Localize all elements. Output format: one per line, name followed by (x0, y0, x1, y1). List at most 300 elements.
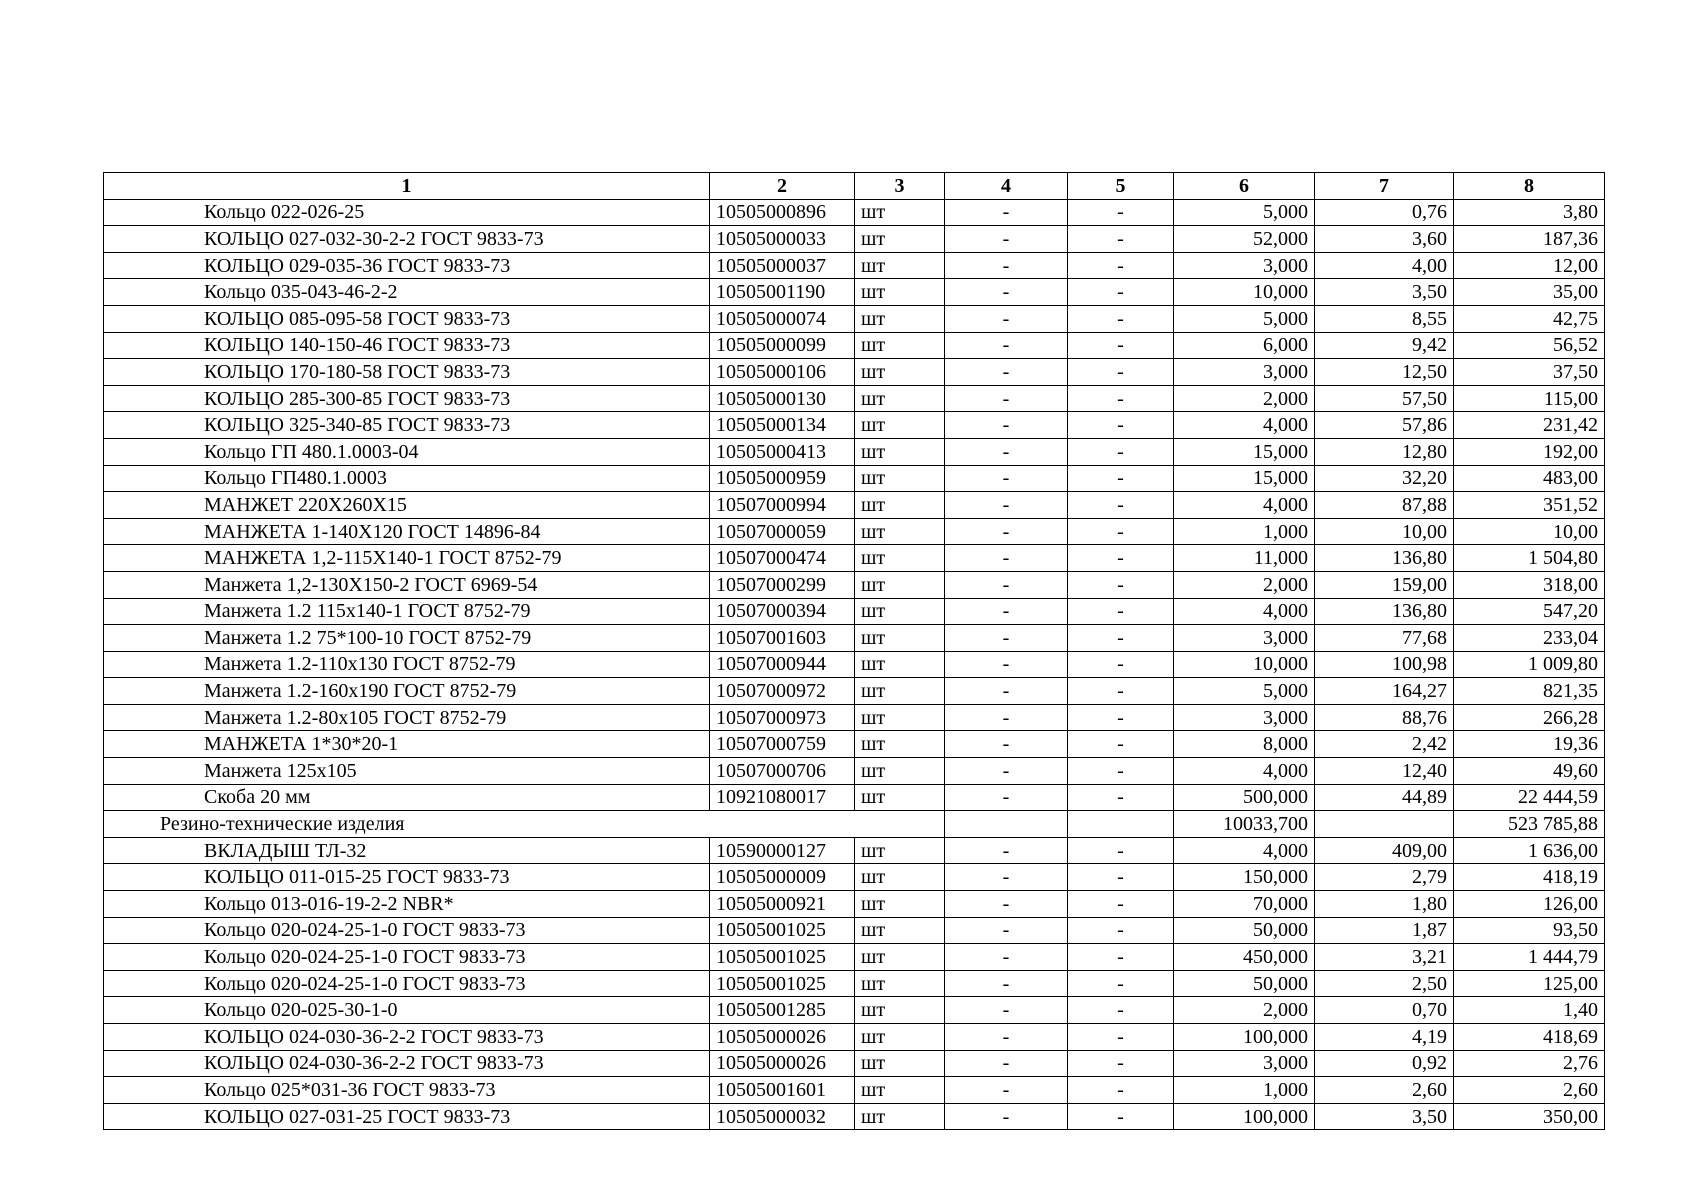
unit-cell: шт (855, 305, 945, 332)
empty-cell (1068, 811, 1174, 838)
quantity-cell: 1,000 (1174, 518, 1315, 545)
col5-cell: - (1068, 412, 1174, 439)
quantity-cell: 6,000 (1174, 332, 1315, 359)
col4-cell: - (945, 1103, 1068, 1130)
item-code-cell: 10505000896 (710, 199, 855, 226)
col5-cell: - (1068, 891, 1174, 918)
price-cell: 0,70 (1315, 997, 1454, 1024)
col4-cell: - (945, 465, 1068, 492)
unit-cell: шт (855, 917, 945, 944)
col5-cell: - (1068, 598, 1174, 625)
table-row (104, 731, 1605, 758)
item-code-cell: 10505000099 (710, 332, 855, 359)
col4-cell: - (945, 279, 1068, 306)
item-code-cell: 10507000944 (710, 651, 855, 678)
col4-cell: - (945, 678, 1068, 705)
header-col-5: 5 (1068, 173, 1174, 200)
unit-cell: шт (855, 492, 945, 519)
table-row (104, 598, 1605, 625)
price-cell: 12,50 (1315, 359, 1454, 386)
table-row (104, 518, 1605, 545)
item-name-cell: Манжета 1,2-130Х150-2 ГОСТ 6969-54 (104, 571, 710, 598)
sum-cell: 418,69 (1454, 1024, 1605, 1051)
quantity-cell: 3,000 (1174, 704, 1315, 731)
col4-cell: - (945, 864, 1068, 891)
item-name-cell: КОЛЬЦО 024-030-36-2-2 ГОСТ 9833-73 (104, 1050, 710, 1077)
col4-cell: - (945, 1077, 1068, 1104)
item-name-cell: КОЛЬЦО 285-300-85 ГОСТ 9833-73 (104, 385, 710, 412)
col4-cell: - (945, 704, 1068, 731)
sum-cell: 93,50 (1454, 917, 1605, 944)
col5-cell: - (1068, 226, 1174, 253)
price-cell: 77,68 (1315, 625, 1454, 652)
quantity-cell: 150,000 (1174, 864, 1315, 891)
col5-cell: - (1068, 305, 1174, 332)
sum-cell: 37,50 (1454, 359, 1605, 386)
item-name-cell: Кольцо 020-024-25-1-0 ГОСТ 9833-73 (104, 970, 710, 997)
item-code-cell: 10505001025 (710, 944, 855, 971)
group-row (104, 811, 1605, 838)
price-cell: 3,60 (1315, 226, 1454, 253)
item-code-cell: 10505001285 (710, 997, 855, 1024)
col5-cell: - (1068, 758, 1174, 785)
unit-cell: шт (855, 465, 945, 492)
empty-cell (1315, 811, 1454, 838)
price-cell: 12,40 (1315, 758, 1454, 785)
sum-cell: 1,40 (1454, 997, 1605, 1024)
table-row (104, 837, 1605, 864)
item-name-cell: Скоба 20 мм (104, 784, 710, 811)
item-code-cell: 10507000394 (710, 598, 855, 625)
item-code-cell: 10507000474 (710, 545, 855, 572)
unit-cell: шт (855, 1024, 945, 1051)
col5-cell: - (1068, 997, 1174, 1024)
col5-cell: - (1068, 199, 1174, 226)
col4-cell: - (945, 226, 1068, 253)
sum-cell: 49,60 (1454, 758, 1605, 785)
table-row (104, 359, 1605, 386)
item-name-cell: КОЛЬЦО 170-180-58 ГОСТ 9833-73 (104, 359, 710, 386)
col4-cell: - (945, 518, 1068, 545)
unit-cell: шт (855, 1103, 945, 1130)
table-row (104, 1077, 1605, 1104)
unit-cell: шт (855, 891, 945, 918)
unit-cell: шт (855, 1077, 945, 1104)
item-name-cell: КОЛЬЦО 140-150-46 ГОСТ 9833-73 (104, 332, 710, 359)
item-code-cell: 10507000706 (710, 758, 855, 785)
table-row (104, 492, 1605, 519)
col4-cell: - (945, 625, 1068, 652)
quantity-cell: 4,000 (1174, 598, 1315, 625)
col5-cell: - (1068, 1103, 1174, 1130)
col5-cell: - (1068, 837, 1174, 864)
table-row (104, 864, 1605, 891)
table-row (104, 997, 1605, 1024)
sum-cell: 483,00 (1454, 465, 1605, 492)
table-row (104, 1050, 1605, 1077)
quantity-cell: 100,000 (1174, 1103, 1315, 1130)
unit-cell: шт (855, 518, 945, 545)
col5-cell: - (1068, 385, 1174, 412)
price-cell: 0,76 (1315, 199, 1454, 226)
item-name-cell: Кольцо ГП 480.1.0003-04 (104, 438, 710, 465)
table-row (104, 678, 1605, 705)
item-name-cell: МАНЖЕТА 1-140Х120 ГОСТ 14896-84 (104, 518, 710, 545)
sum-cell: 266,28 (1454, 704, 1605, 731)
header-col-3: 3 (855, 173, 945, 200)
col4-cell: - (945, 332, 1068, 359)
quantity-cell: 2,000 (1174, 997, 1315, 1024)
col5-cell: - (1068, 279, 1174, 306)
col4-cell: - (945, 891, 1068, 918)
sum-cell: 231,42 (1454, 412, 1605, 439)
header-col-1: 1 (104, 173, 710, 200)
quantity-cell: 2,000 (1174, 385, 1315, 412)
sum-cell: 10,00 (1454, 518, 1605, 545)
sum-cell: 1 444,79 (1454, 944, 1605, 971)
item-name-cell: Манжета 125х105 (104, 758, 710, 785)
item-code-cell: 10505000026 (710, 1050, 855, 1077)
sum-cell: 318,00 (1454, 571, 1605, 598)
quantity-cell: 1,000 (1174, 1077, 1315, 1104)
unit-cell: шт (855, 1050, 945, 1077)
col4-cell: - (945, 970, 1068, 997)
sum-cell: 12,00 (1454, 252, 1605, 279)
item-name-cell: МАНЖЕТ 220Х260Х15 (104, 492, 710, 519)
item-code-cell: 10505001025 (710, 970, 855, 997)
col4-cell: - (945, 837, 1068, 864)
table-body (104, 199, 1605, 1130)
item-name-cell: КОЛЬЦО 011-015-25 ГОСТ 9833-73 (104, 864, 710, 891)
unit-cell: шт (855, 598, 945, 625)
price-cell: 0,92 (1315, 1050, 1454, 1077)
quantity-cell: 3,000 (1174, 1050, 1315, 1077)
table-row (104, 784, 1605, 811)
price-cell: 2,42 (1315, 731, 1454, 758)
col5-cell: - (1068, 651, 1174, 678)
unit-cell: шт (855, 970, 945, 997)
col5-cell: - (1068, 704, 1174, 731)
item-code-cell: 10505000009 (710, 864, 855, 891)
sum-cell: 547,20 (1454, 598, 1605, 625)
unit-cell: шт (855, 332, 945, 359)
price-cell: 164,27 (1315, 678, 1454, 705)
col4-cell: - (945, 305, 1068, 332)
price-cell: 44,89 (1315, 784, 1454, 811)
col5-cell: - (1068, 1024, 1174, 1051)
quantity-cell: 500,000 (1174, 784, 1315, 811)
sum-cell: 125,00 (1454, 970, 1605, 997)
table-row (104, 545, 1605, 572)
item-code-cell: 10505000074 (710, 305, 855, 332)
quantity-cell: 4,000 (1174, 492, 1315, 519)
sum-cell: 351,52 (1454, 492, 1605, 519)
item-code-cell: 10505000037 (710, 252, 855, 279)
item-name-cell: Кольцо ГП480.1.0003 (104, 465, 710, 492)
sum-cell: 418,19 (1454, 864, 1605, 891)
header-col-6: 6 (1174, 173, 1315, 200)
col4-cell: - (945, 492, 1068, 519)
price-cell: 3,50 (1315, 279, 1454, 306)
quantity-cell: 100,000 (1174, 1024, 1315, 1051)
col5-cell: - (1068, 252, 1174, 279)
item-code-cell: 10921080017 (710, 784, 855, 811)
sum-cell: 126,00 (1454, 891, 1605, 918)
quantity-cell: 10,000 (1174, 651, 1315, 678)
quantity-cell: 50,000 (1174, 917, 1315, 944)
item-name-cell: ВКЛАДЫШ ТЛ-32 (104, 837, 710, 864)
price-cell: 2,60 (1315, 1077, 1454, 1104)
table-row (104, 758, 1605, 785)
col4-cell: - (945, 651, 1068, 678)
unit-cell: шт (855, 359, 945, 386)
item-code-cell: 10507000973 (710, 704, 855, 731)
item-name-cell: КОЛЬЦО 027-032-30-2-2 ГОСТ 9833-73 (104, 226, 710, 253)
item-name-cell: Кольцо 022-026-25 (104, 199, 710, 226)
header-row (104, 173, 1605, 200)
sum-cell: 350,00 (1454, 1103, 1605, 1130)
price-cell: 4,19 (1315, 1024, 1454, 1051)
col5-cell: - (1068, 1077, 1174, 1104)
group-sum-cell: 523 785,88 (1454, 811, 1605, 838)
col5-cell: - (1068, 970, 1174, 997)
quantity-cell: 15,000 (1174, 465, 1315, 492)
price-cell: 136,80 (1315, 545, 1454, 572)
table-row (104, 625, 1605, 652)
item-code-cell: 10505000026 (710, 1024, 855, 1051)
item-name-cell: Манжета 1.2-160х190 ГОСТ 8752-79 (104, 678, 710, 705)
sum-cell: 3,80 (1454, 199, 1605, 226)
item-name-cell: Кольцо 020-025-30-1-0 (104, 997, 710, 1024)
quantity-cell: 3,000 (1174, 252, 1315, 279)
price-cell: 159,00 (1315, 571, 1454, 598)
item-code-cell: 10505001190 (710, 279, 855, 306)
table-row (104, 252, 1605, 279)
item-name-cell: КОЛЬЦО 027-031-25 ГОСТ 9833-73 (104, 1103, 710, 1130)
quantity-cell: 3,000 (1174, 359, 1315, 386)
item-code-cell: 10507001603 (710, 625, 855, 652)
sum-cell: 821,35 (1454, 678, 1605, 705)
col4-cell: - (945, 944, 1068, 971)
table-row (104, 305, 1605, 332)
quantity-cell: 10,000 (1174, 279, 1315, 306)
unit-cell: шт (855, 997, 945, 1024)
quantity-cell: 52,000 (1174, 226, 1315, 253)
sum-cell: 233,04 (1454, 625, 1605, 652)
col5-cell: - (1068, 571, 1174, 598)
item-code-cell: 10590000127 (710, 837, 855, 864)
col4-cell: - (945, 545, 1068, 572)
sum-cell: 19,36 (1454, 731, 1605, 758)
quantity-cell: 50,000 (1174, 970, 1315, 997)
col4-cell: - (945, 784, 1068, 811)
item-code-cell: 10505000413 (710, 438, 855, 465)
quantity-cell: 4,000 (1174, 758, 1315, 785)
price-cell: 10,00 (1315, 518, 1454, 545)
col5-cell: - (1068, 465, 1174, 492)
unit-cell: шт (855, 252, 945, 279)
sum-cell: 2,76 (1454, 1050, 1605, 1077)
unit-cell: шт (855, 279, 945, 306)
item-code-cell: 10505000134 (710, 412, 855, 439)
item-code-cell: 10505001025 (710, 917, 855, 944)
price-cell: 1,80 (1315, 891, 1454, 918)
sum-cell: 192,00 (1454, 438, 1605, 465)
item-name-cell: КОЛЬЦО 085-095-58 ГОСТ 9833-73 (104, 305, 710, 332)
unit-cell: шт (855, 784, 945, 811)
unit-cell: шт (855, 864, 945, 891)
quantity-cell: 4,000 (1174, 412, 1315, 439)
price-cell: 3,50 (1315, 1103, 1454, 1130)
item-name-cell: Кольцо 025*031-36 ГОСТ 9833-73 (104, 1077, 710, 1104)
group-qty-cell: 10033,700 (1174, 811, 1315, 838)
unit-cell: шт (855, 412, 945, 439)
item-code-cell: 10505000921 (710, 891, 855, 918)
col5-cell: - (1068, 625, 1174, 652)
unit-cell: шт (855, 944, 945, 971)
col4-cell: - (945, 1024, 1068, 1051)
price-cell: 88,76 (1315, 704, 1454, 731)
col4-cell: - (945, 758, 1068, 785)
price-cell: 4,00 (1315, 252, 1454, 279)
col4-cell: - (945, 997, 1068, 1024)
price-cell: 8,55 (1315, 305, 1454, 332)
table-row (104, 1024, 1605, 1051)
price-cell: 3,21 (1315, 944, 1454, 971)
item-name-cell: Кольцо 020-024-25-1-0 ГОСТ 9833-73 (104, 917, 710, 944)
col4-cell: - (945, 412, 1068, 439)
unit-cell: шт (855, 704, 945, 731)
quantity-cell: 2,000 (1174, 571, 1315, 598)
quantity-cell: 11,000 (1174, 545, 1315, 572)
item-name-cell: Манжета 1.2 115х140-1 ГОСТ 8752-79 (104, 598, 710, 625)
table-row (104, 651, 1605, 678)
item-code-cell: 10505000032 (710, 1103, 855, 1130)
col4-cell: - (945, 385, 1068, 412)
unit-cell: шт (855, 731, 945, 758)
item-code-cell: 10505001601 (710, 1077, 855, 1104)
item-code-cell: 10505000033 (710, 226, 855, 253)
col4-cell: - (945, 917, 1068, 944)
table-row (104, 385, 1605, 412)
sum-cell: 1 504,80 (1454, 545, 1605, 572)
price-cell: 136,80 (1315, 598, 1454, 625)
quantity-cell: 15,000 (1174, 438, 1315, 465)
unit-cell: шт (855, 545, 945, 572)
col5-cell: - (1068, 864, 1174, 891)
quantity-cell: 70,000 (1174, 891, 1315, 918)
table-row (104, 332, 1605, 359)
table-row (104, 199, 1605, 226)
sum-cell: 56,52 (1454, 332, 1605, 359)
table-row (104, 944, 1605, 971)
col4-cell: - (945, 731, 1068, 758)
item-name-cell: МАНЖЕТА 1,2-115Х140-1 ГОСТ 8752-79 (104, 545, 710, 572)
item-code-cell: 10507000994 (710, 492, 855, 519)
item-code-cell: 10507000299 (710, 571, 855, 598)
sum-cell: 1 009,80 (1454, 651, 1605, 678)
item-name-cell: Манжета 1.2-110х130 ГОСТ 8752-79 (104, 651, 710, 678)
price-cell: 57,86 (1315, 412, 1454, 439)
item-name-cell: КОЛЬЦО 325-340-85 ГОСТ 9833-73 (104, 412, 710, 439)
table-row (104, 226, 1605, 253)
item-code-cell: 10507000059 (710, 518, 855, 545)
quantity-cell: 8,000 (1174, 731, 1315, 758)
item-code-cell: 10507000759 (710, 731, 855, 758)
item-name-cell: КОЛЬЦО 024-030-36-2-2 ГОСТ 9833-73 (104, 1024, 710, 1051)
item-name-cell: МАНЖЕТА 1*30*20-1 (104, 731, 710, 758)
unit-cell: шт (855, 678, 945, 705)
unit-cell: шт (855, 226, 945, 253)
unit-cell: шт (855, 438, 945, 465)
header-col-7: 7 (1315, 173, 1454, 200)
sum-cell: 42,75 (1454, 305, 1605, 332)
col5-cell: - (1068, 1050, 1174, 1077)
col5-cell: - (1068, 731, 1174, 758)
quantity-cell: 3,000 (1174, 625, 1315, 652)
table-row (104, 465, 1605, 492)
item-name-cell: Манжета 1.2-80х105 ГОСТ 8752-79 (104, 704, 710, 731)
table-row (104, 704, 1605, 731)
col4-cell: - (945, 199, 1068, 226)
sum-cell: 115,00 (1454, 385, 1605, 412)
table-row (104, 891, 1605, 918)
col4-cell: - (945, 598, 1068, 625)
item-name-cell: Кольцо 035-043-46-2-2 (104, 279, 710, 306)
quantity-cell: 5,000 (1174, 678, 1315, 705)
item-name-cell: Кольцо 013-016-19-2-2 NBR* (104, 891, 710, 918)
sum-cell: 187,36 (1454, 226, 1605, 253)
item-name-cell: Кольцо 020-024-25-1-0 ГОСТ 9833-73 (104, 944, 710, 971)
header-col-4: 4 (945, 173, 1068, 200)
price-cell: 100,98 (1315, 651, 1454, 678)
table-row (104, 438, 1605, 465)
sum-cell: 35,00 (1454, 279, 1605, 306)
sum-cell: 2,60 (1454, 1077, 1605, 1104)
price-cell: 1,87 (1315, 917, 1454, 944)
col5-cell: - (1068, 332, 1174, 359)
price-cell: 2,50 (1315, 970, 1454, 997)
item-name-cell: КОЛЬЦО 029-035-36 ГОСТ 9833-73 (104, 252, 710, 279)
header-col-2: 2 (710, 173, 855, 200)
table-row (104, 412, 1605, 439)
col4-cell: - (945, 571, 1068, 598)
unit-cell: шт (855, 385, 945, 412)
quantity-cell: 5,000 (1174, 305, 1315, 332)
price-cell: 87,88 (1315, 492, 1454, 519)
col5-cell: - (1068, 784, 1174, 811)
col5-cell: - (1068, 917, 1174, 944)
item-code-cell: 10505000130 (710, 385, 855, 412)
col5-cell: - (1068, 545, 1174, 572)
table-row (104, 917, 1605, 944)
unit-cell: шт (855, 758, 945, 785)
col5-cell: - (1068, 359, 1174, 386)
sum-cell: 22 444,59 (1454, 784, 1605, 811)
col5-cell: - (1068, 944, 1174, 971)
price-cell: 12,80 (1315, 438, 1454, 465)
unit-cell: шт (855, 837, 945, 864)
col5-cell: - (1068, 492, 1174, 519)
item-name-cell: Манжета 1.2 75*100-10 ГОСТ 8752-79 (104, 625, 710, 652)
unit-cell: шт (855, 199, 945, 226)
unit-cell: шт (855, 625, 945, 652)
table-row (104, 1103, 1605, 1130)
price-cell: 57,50 (1315, 385, 1454, 412)
quantity-cell: 4,000 (1174, 837, 1315, 864)
price-cell: 32,20 (1315, 465, 1454, 492)
col4-cell: - (945, 438, 1068, 465)
